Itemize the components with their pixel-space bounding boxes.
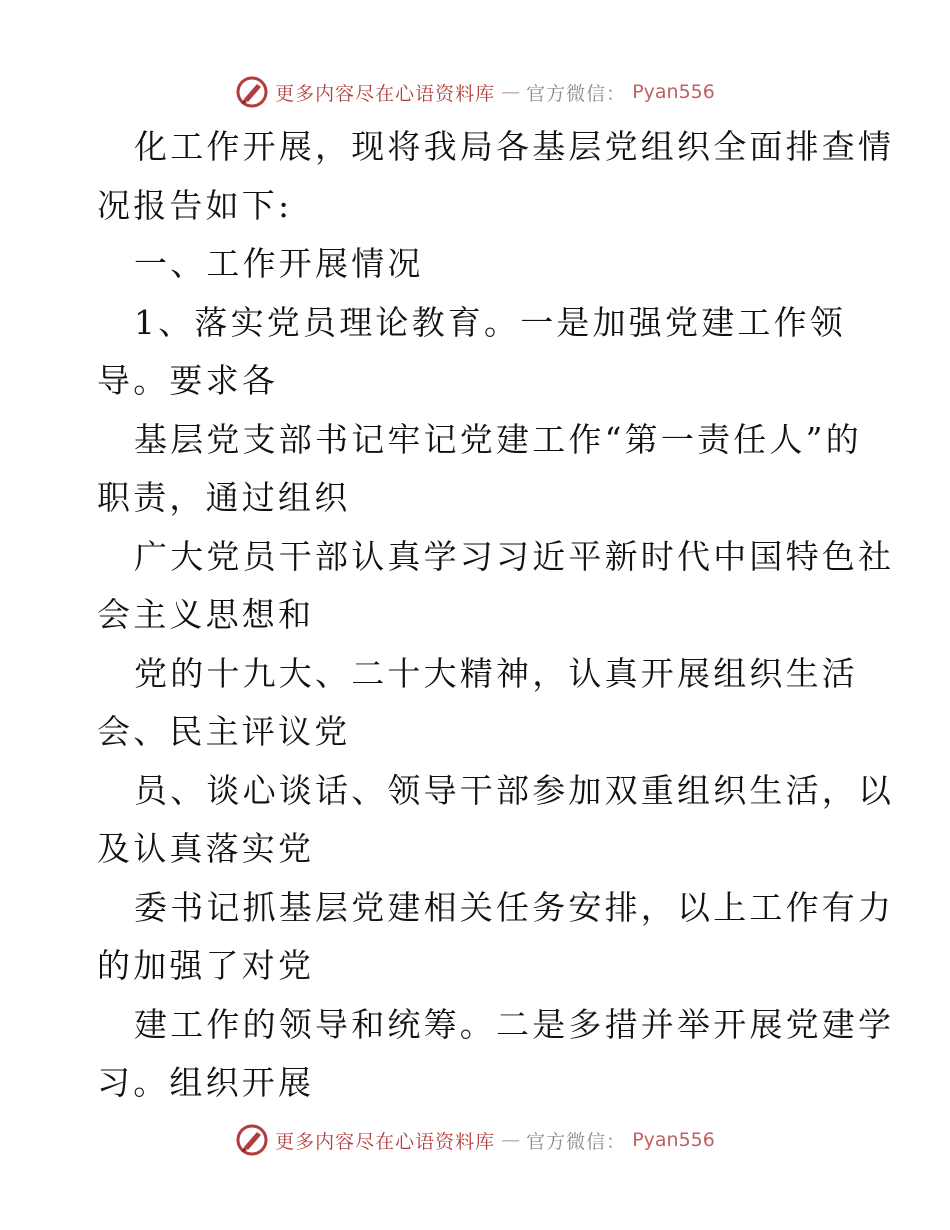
text-line: 会、民主评议党: [97, 712, 351, 751]
watermark-label: 官方微信：: [526, 1130, 627, 1153]
text-line: 建工作的领导和统筹。二是多措并举开展党建学: [134, 1004, 895, 1044]
text-line: 的加强了对党: [97, 946, 315, 985]
text-line: 员、谈心谈话、领导干部参加双重组织生活，以: [134, 770, 895, 810]
pen-logo-icon: [235, 1123, 269, 1157]
text-line: 会主义思想和: [97, 595, 315, 634]
watermark-separator: —: [501, 81, 521, 103]
text-line: 况报告如下:: [97, 185, 293, 225]
watermark-header: [0, 72, 950, 112]
watermark-id: Pyan556: [632, 1129, 715, 1151]
watermark-footer: [0, 1120, 950, 1160]
text-line: 委书记抓基层党建相关任务安排，以上工作有力: [134, 887, 895, 927]
text-line: 导。要求各: [97, 361, 278, 400]
section-heading: 一、工作开展情况: [134, 244, 424, 283]
pen-logo-icon: [235, 75, 269, 109]
text-line: 职责，通过组织: [97, 478, 351, 517]
text-line: 及认真落实党: [97, 829, 315, 868]
text-line: 习。组织开展: [97, 1063, 315, 1102]
watermark-text: 更多内容尽在心语资料库: [275, 1130, 496, 1153]
watermark-id: Pyan556: [632, 81, 715, 103]
watermark-separator: —: [501, 1129, 521, 1151]
watermark-text: 更多内容尽在心语资料库: [275, 82, 496, 105]
text-line: 党的十九大、二十大精神，认真开展组织生活: [134, 653, 858, 693]
text-line: 化工作开展，现将我局各基层党组织全面排查情: [134, 127, 895, 166]
watermark-label: 官方微信：: [526, 82, 627, 105]
document-body: [97, 118, 895, 1113]
text-line: 广大党员干部认真学习习近平新时代中国特色社: [134, 536, 895, 576]
text-line: 1、落实党员理论教育。一是加强党建工作领: [134, 302, 846, 342]
text-line: 基层党支部书记牢记党建工作“第一责任人”的: [134, 419, 862, 459]
